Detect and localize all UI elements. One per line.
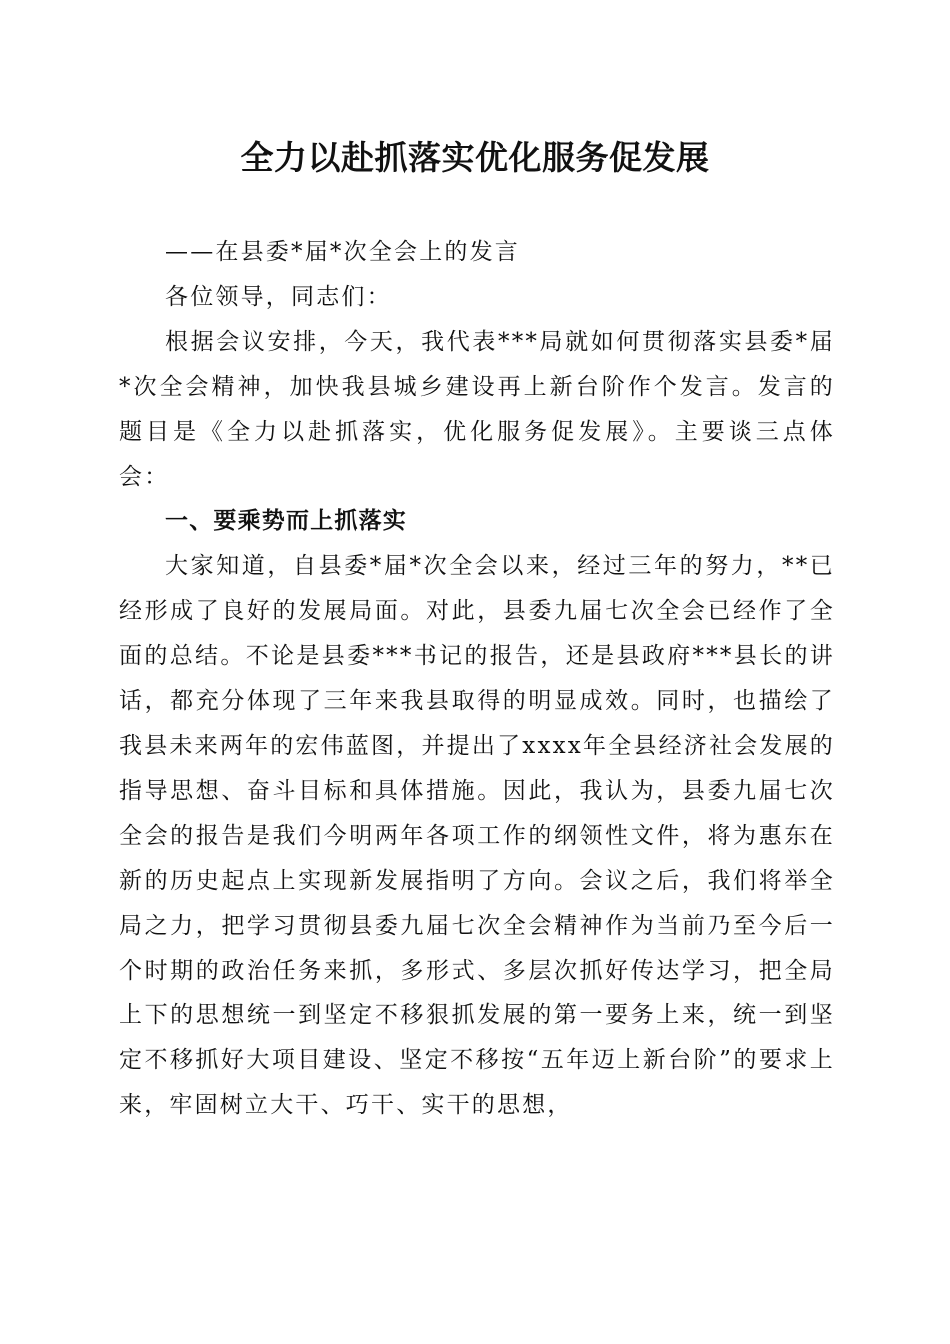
section-one-paragraph: 大家知道，自县委*届*次全会以来，经过三年的努力，**已经形成了良好的发展局面。对此，县委九届七次全会已经作了全面的总结。不论是县委***书记的报告，还是县政府***县长的讲话，都充分体现了三年来我县取得的明显成效。同时，也描绘了我县未来两年的宏伟蓝图，并提出了xxxx年全县经济社会发展的指导思想、奋斗目标和具体措施。因此，我认为，县委九届七次全会的报告是我们今明两年各项工作的纲领性文件，将为惠东在新的历史起点上实现新发展指明了方向。会议之后，我们将举全局之力，把学习贯彻县委九届七次全会精神作为当前乃至今后一个时期的政治任务来抓，多形式、多层次抓好传达学习，把全局上下的思想统一到坚定不移狠抓发展的第一要务上来，统一到坚定不移抓好大项目建设、坚定不移按“五年迈上新台阶”的要求上来，牢固树立大干、巧干、实干的思想， [119, 553, 835, 1119]
salutation: 各位领导，同志们： [165, 283, 392, 310]
document-title: 全力以赴抓落实优化服务促发展 [240, 138, 710, 177]
section-one-heading: 一、要乘势而上抓落实 [165, 508, 407, 535]
intro-paragraph: 根据会议安排，今天，我代表***局就如何贯彻落实县委*届*次全会精神，加快我县城乡建设再上新台阶作个发言。发言的题目是《全力以赴抓落实，优化服务促发展》。主要谈三点体会： [119, 328, 835, 490]
subtitle: ——在县委*届*次全会上的发言 [165, 239, 520, 265]
document-body [119, 230, 835, 1128]
